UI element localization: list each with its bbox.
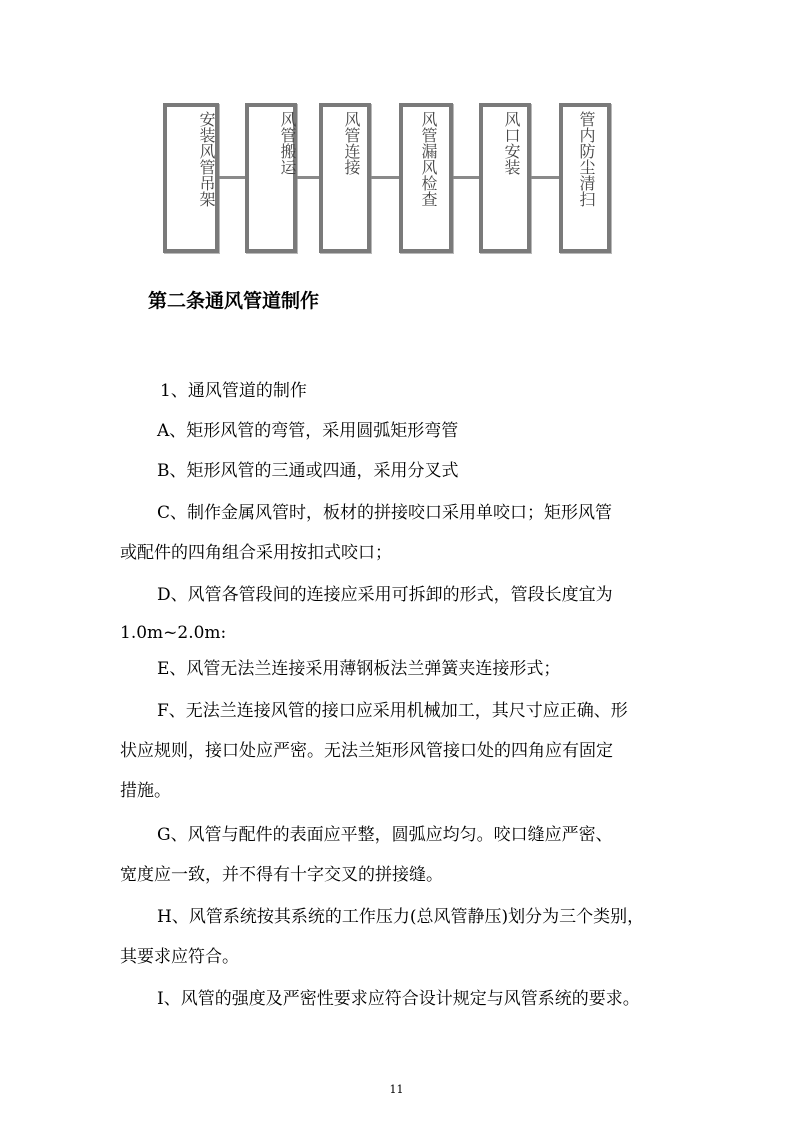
- item-i: I、风管的强度及严密性要求应符合设计规定与风管系统的要求。: [157, 989, 640, 1009]
- flow-step-duct-connection: [319, 103, 371, 253]
- flow-connector: [453, 176, 479, 179]
- flow-step-label: 风管连接: [342, 111, 361, 175]
- flow-step-install-hangers: [163, 103, 219, 253]
- item-e: E、风管无法兰连接采用薄钢板法兰弹簧夹连接形式；: [157, 659, 561, 679]
- flow-step-label: 管内防尘清扫: [577, 111, 596, 207]
- process-flow-diagram: [0, 0, 793, 270]
- flow-step-vent-install: [479, 103, 531, 253]
- flow-step-label: 风管搬运: [278, 111, 297, 175]
- item-b: B、矩形风管的三通或四通，采用分叉式: [157, 461, 459, 481]
- item-c-line-2: 或配件的四角组合采用按扣式咬口；: [120, 543, 392, 563]
- item-f-line-2: 状应规则，接口处应严密。无法兰矩形风管接口处的四角应有固定: [120, 741, 613, 761]
- item-g-line-2: 宽度应一致，并不得有十字交叉的拼接缝。: [120, 865, 443, 885]
- flow-step-leak-check: [399, 103, 453, 253]
- item-c-line-1: C、制作金属风管时，板材的拼接咬口采用单咬口；矩形风管: [157, 503, 613, 523]
- item-h-line-2: 其要求应符合。: [120, 947, 239, 967]
- item-h-line-1: H、风管系统按其系统的工作压力(总风管静压)划分为三个类别，: [157, 907, 645, 927]
- flow-connector: [297, 176, 319, 179]
- item-g-line-1: G、风管与配件的表面应平整，圆弧应均匀。咬口缝应严密、: [157, 825, 613, 845]
- section-title: 第二条通风管道制作: [148, 290, 320, 312]
- flow-step-label: 安装风管吊架: [197, 111, 216, 207]
- item-a: A、矩形风管的弯管，采用圆弧矩形弯管: [157, 421, 459, 441]
- item-f-line-1: F、无法兰连接风管的接口应采用机械加工，其尺寸应正确、形: [157, 701, 628, 721]
- page-number: 11: [389, 1083, 404, 1096]
- flow-connector: [371, 176, 399, 179]
- flow-step-label: 风口安装: [502, 111, 521, 175]
- item-f-line-3: 措施。: [120, 781, 171, 801]
- flow-step-label: 风管漏风检查: [419, 111, 438, 207]
- item-d-line-2: 1.0m~2.0m:: [120, 623, 227, 643]
- item-1: 1、通风管道的制作: [160, 381, 307, 401]
- flow-connector: [531, 176, 559, 179]
- flow-step-duct-transport: [245, 103, 297, 253]
- flow-step-dust-cleaning: [559, 103, 611, 253]
- item-d-line-1: D、风管各管段间的连接应采用可拆卸的形式，管段长度宜为: [157, 585, 613, 605]
- flow-connector: [219, 176, 245, 179]
